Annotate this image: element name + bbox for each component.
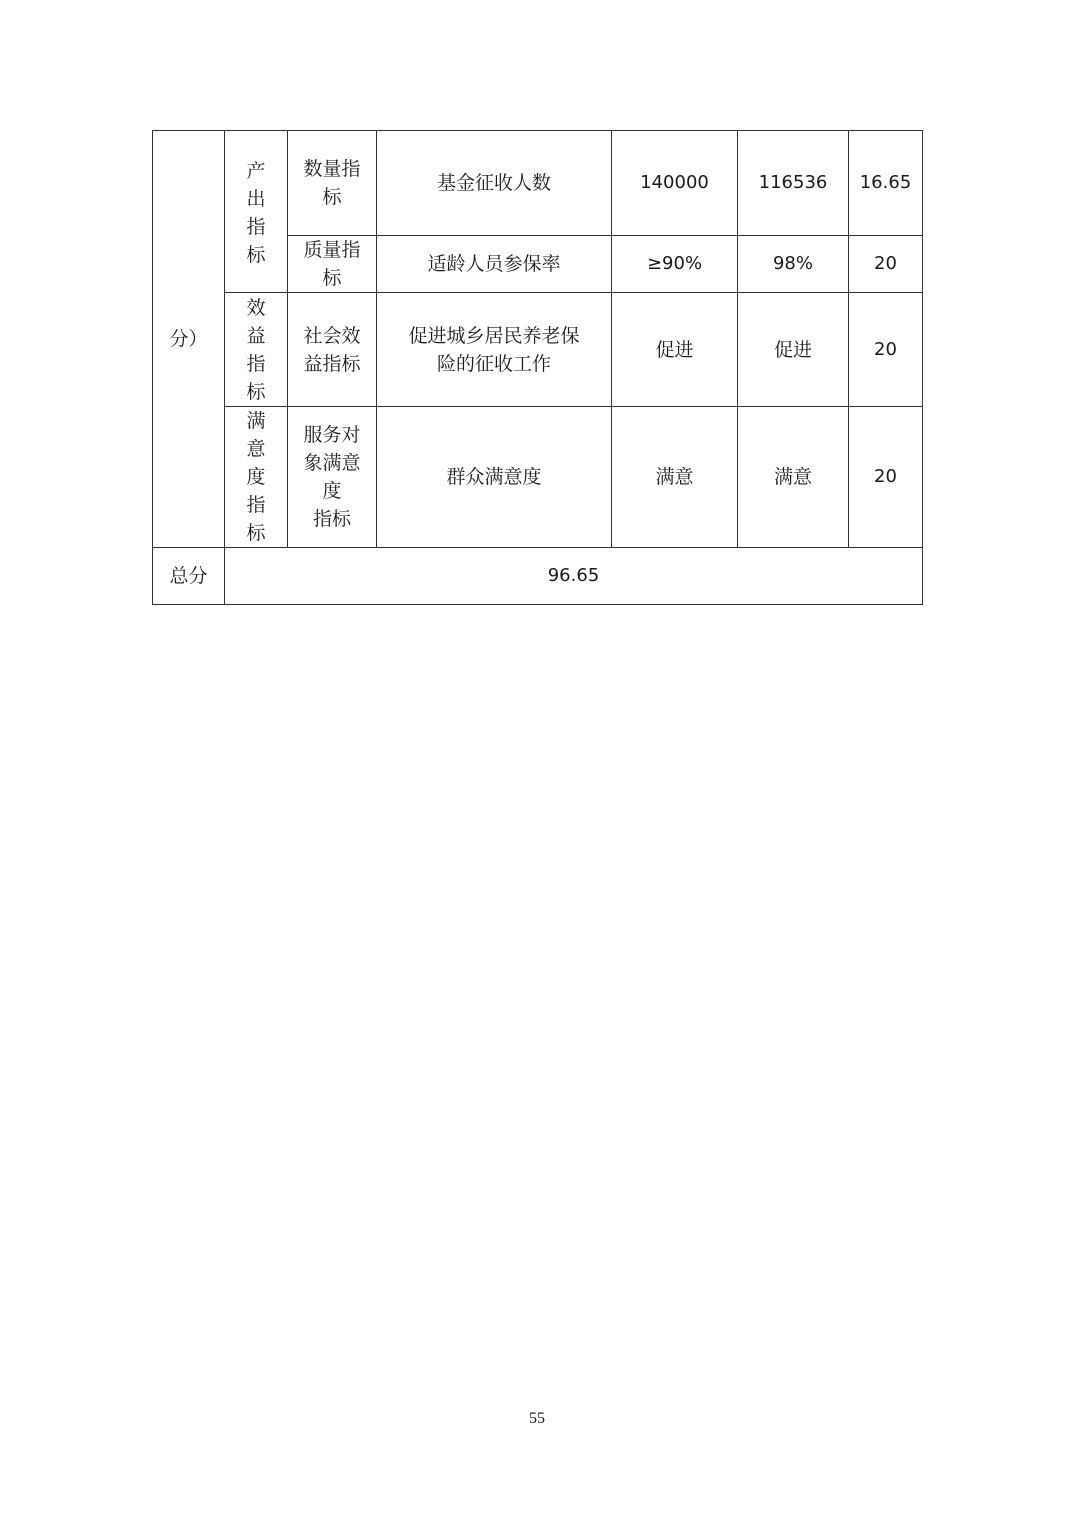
score-cell: 20 [849, 236, 923, 293]
category-label: 效 益 指 标 [246, 296, 266, 403]
score-cell: 20 [849, 407, 923, 548]
continued-label: 分） [169, 328, 208, 350]
total-row [153, 548, 923, 605]
indicator-cell [377, 293, 612, 407]
table-row [153, 131, 923, 236]
actual-cell: 满意 [738, 407, 849, 548]
actual-cell: 98% [738, 236, 849, 293]
indicator-cell: 群众满意度 [377, 407, 612, 548]
performance-table [152, 130, 923, 605]
score-cell: 20 [849, 293, 923, 407]
subcategory-label: 社会效 益指标 [303, 324, 361, 375]
subcategory-label: 质量指 标 [303, 239, 361, 289]
indicator-label: 促进城乡居民养老保 险的征收工作 [408, 324, 580, 375]
target-cell: 促进 [612, 293, 738, 407]
table-row [153, 407, 923, 548]
actual-cell: 116536 [738, 131, 849, 236]
subcategory-cell [288, 236, 377, 293]
subcategory-label: 数量指 标 [303, 158, 361, 208]
score-cell: 16.65 [849, 131, 923, 236]
subcategory-label: 服务对 象满意 度 指标 [303, 424, 361, 530]
indicator-cell: 基金征收人数 [377, 131, 612, 236]
actual-cell: 促进 [738, 293, 849, 407]
table-row [153, 293, 923, 407]
category-benefit-cell [225, 293, 288, 407]
page-number: 55 [529, 1410, 545, 1427]
category-satisfaction-cell [225, 407, 288, 548]
subcategory-cell [288, 293, 377, 407]
total-label: 总分 [153, 548, 225, 605]
total-value: 96.65 [225, 548, 923, 605]
subcategory-cell [288, 407, 377, 548]
subcategory-cell [288, 131, 377, 236]
target-cell: ≥90% [612, 236, 738, 293]
continued-label-cell [153, 131, 225, 548]
category-label: 满 意 度 指 标 [246, 410, 266, 544]
target-cell: 140000 [612, 131, 738, 236]
target-cell: 满意 [612, 407, 738, 548]
category-label: 产 出 指 标 [246, 160, 266, 266]
category-output-cell [225, 131, 288, 293]
indicator-cell: 适龄人员参保率 [377, 236, 612, 293]
